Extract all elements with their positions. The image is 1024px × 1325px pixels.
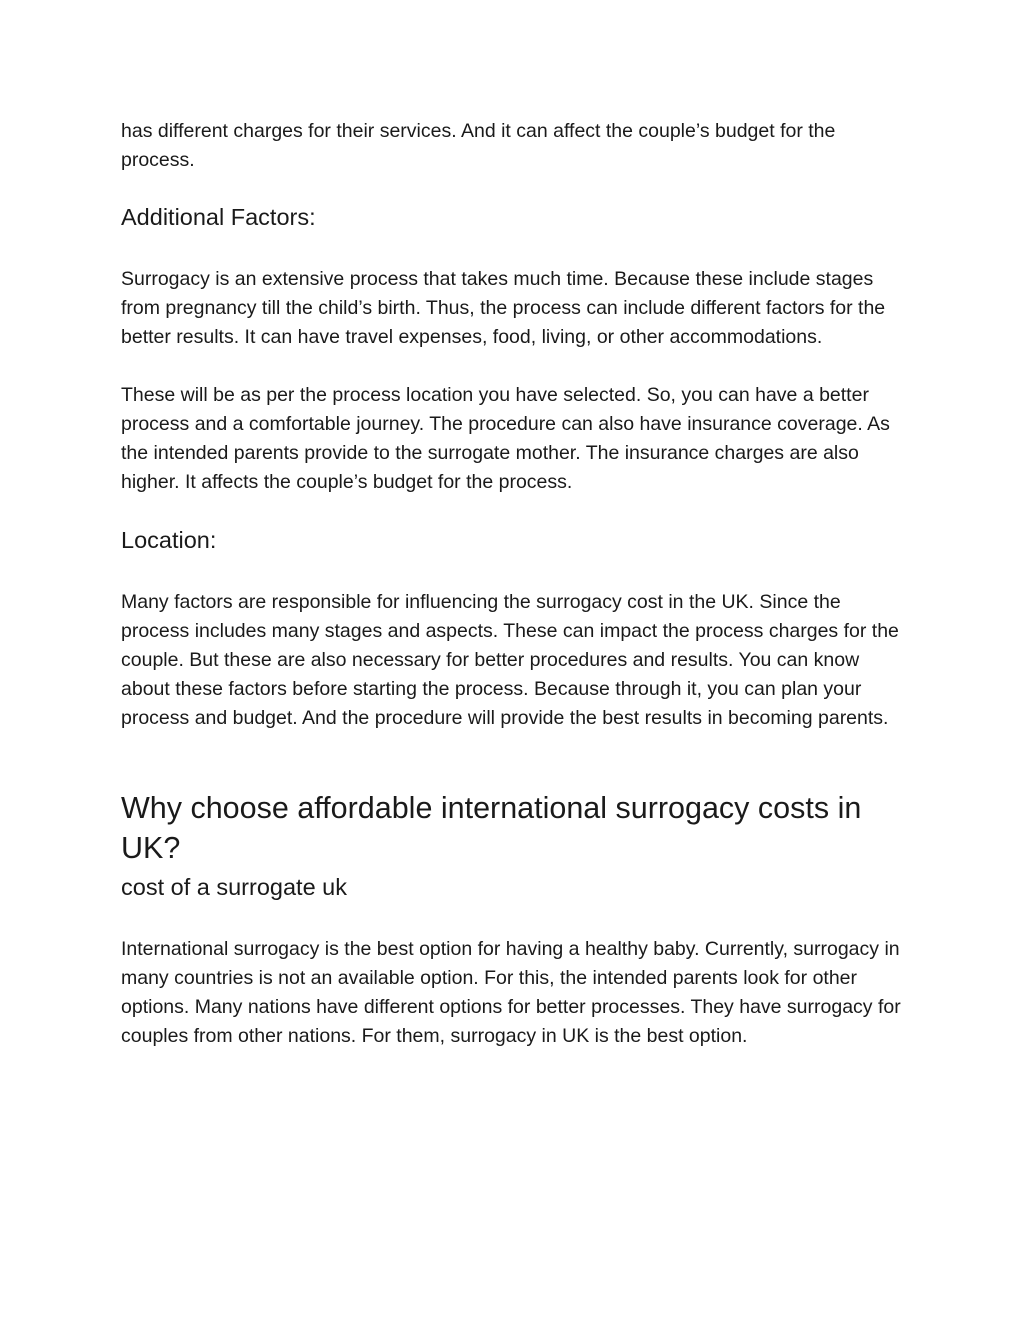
paragraph-international-surrogacy: International surrogacy is the best option for having a healthy baby. Currently, surrogacy in many countries is not an available option. For this, the intended parents look for other options. Many nations have different options for better processes. They have surrogacy for couples from other nations. For them, surrogacy in UK is the best option. <box>121 938 901 1047</box>
paragraph-additional-factors-2: These will be as per the process location you have selected. So, you can have a better process and a comfortable journey. The procedure can also have insurance coverage. As the intended parents provide to the surrogate mother. The insurance charges are also higher. It affects the couple’s budget for the process. <box>121 384 890 493</box>
document-page <box>121 117 911 1051</box>
heading-location: Location: <box>121 527 217 553</box>
paragraph-additional-factors-1: Surrogacy is an extensive process that takes much time. Because these include stages from pregnancy till the child’s birth. Thus, the process can include different factors for the better results. It can have travel expenses, food, living, or other accommodations. <box>121 268 886 348</box>
subheading-cost-of-surrogate: cost of a surrogate uk <box>121 874 347 900</box>
heading-additional-factors: Additional Factors: <box>121 204 316 230</box>
paragraph-location: Many factors are responsible for influencing the surrogacy cost in the UK. Since the process includes many stages and aspects. These can impact the process charges for the couple. But these are also necessary for better procedures and results. You can know about these factors before starting the process. Because through it, you can plan your process and budget. And the procedure will provide the best results in becoming parents. <box>121 591 899 729</box>
intro-paragraph: has different charges for their services. And it can affect the couple’s budget for the process. <box>121 120 836 171</box>
heading-why-choose: Why choose affordable international surrogacy costs in UK? <box>121 791 862 865</box>
